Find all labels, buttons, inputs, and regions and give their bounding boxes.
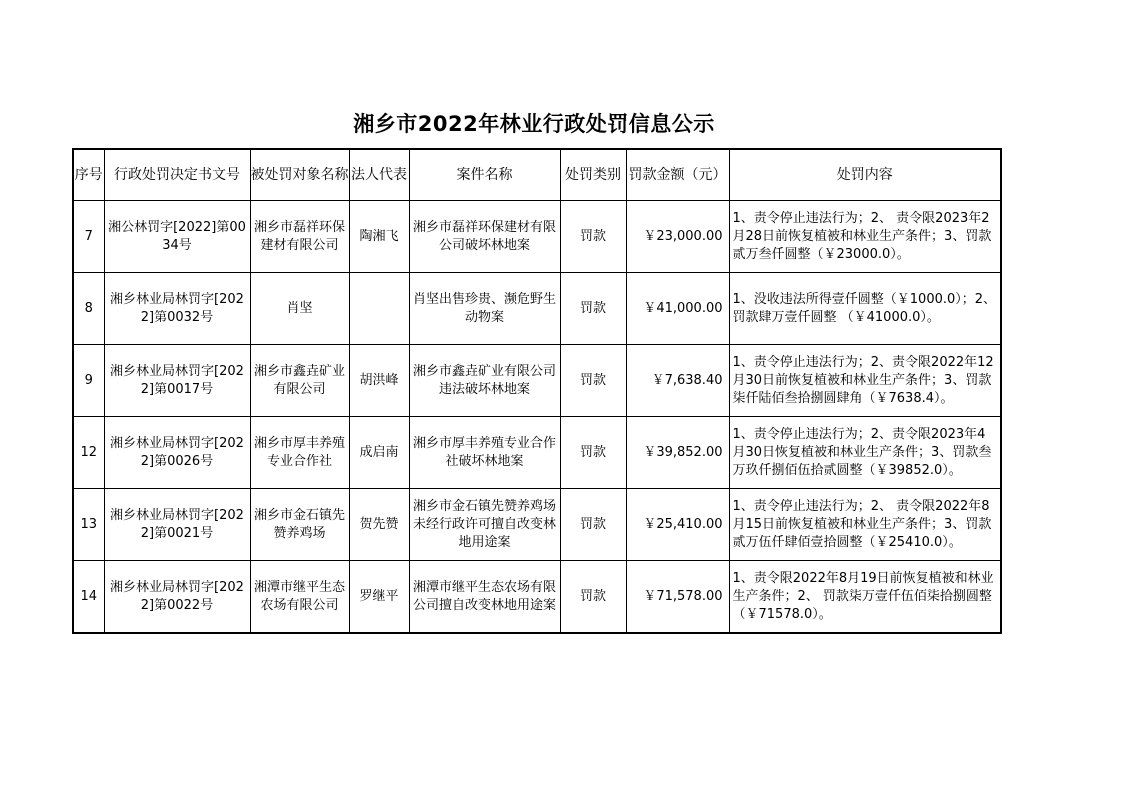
cell-content: 1、没收违法所得壹仟圆整（￥1000.0）；2、 罚款肆万壹仟圆整 （￥41000.0）。: [729, 273, 1001, 345]
cell-content: 1、责令限2022年8月19日前恢复植被和林业生产条件；2、 罚款柒万壹仟伍佰柒拾捌圆整（￥71578.0）。: [729, 561, 1001, 634]
cell-doc: 湘公林罚字[2022]第0034号: [104, 201, 250, 273]
cell-content: 1、责令停止违法行为；2、责令限2022年12月30日前恢复植被和林业生产条件；3、罚款柒仟陆佰叁拾捌圆肆角（￥7638.4）。: [729, 345, 1001, 417]
header-case: 案件名称: [409, 149, 560, 201]
cell-doc: 湘乡林业局林罚字[2022]第0017号: [104, 345, 250, 417]
cell-no: 13: [73, 489, 104, 561]
cell-content: 1、责令停止违法行为；2、 责令限2023年2月28日前恢复植被和林业生产条件；3、罚款贰万叁仟圆整（￥23000.0）。: [729, 201, 1001, 273]
table-row: [73, 417, 1001, 489]
header-rep: 法人代表: [349, 149, 409, 201]
table-row: [73, 201, 1001, 273]
cell-type: 罚款: [560, 489, 626, 561]
cell-amount: ￥23,000.00: [626, 201, 729, 273]
cell-case: 湘乡市金石镇先赞养鸡场未经行政许可擅自改变林地用途案: [409, 489, 560, 561]
cell-target: 湘乡市厚丰养殖专业合作社: [250, 417, 349, 489]
header-type: 处罚类别: [560, 149, 626, 201]
cell-target: 湘乡市鑫垚矿业有限公司: [250, 345, 349, 417]
cell-no: 8: [73, 273, 104, 345]
cell-amount: ￥41,000.00: [626, 273, 729, 345]
header-content: 处罚内容: [729, 149, 1001, 201]
cell-doc: 湘乡林业局林罚字[2022]第0026号: [104, 417, 250, 489]
cell-target: 肖坚: [250, 273, 349, 345]
cell-type: 罚款: [560, 561, 626, 634]
cell-rep: [349, 273, 409, 345]
cell-rep: 罗继平: [349, 561, 409, 634]
cell-case: 湘潭市继平生态农场有限公司擅自改变林地用途案: [409, 561, 560, 634]
penalty-table: [72, 148, 1002, 634]
cell-target: 湘乡市磊祥环保建材有限公司: [250, 201, 349, 273]
cell-doc: 湘乡林业局林罚字[2022]第0021号: [104, 489, 250, 561]
cell-case: 肖坚出售珍贵、濒危野生动物案: [409, 273, 560, 345]
header-amount: 罚款金额（元）: [626, 149, 729, 201]
table-row: [73, 489, 1001, 561]
cell-target: 湘乡市金石镇先赞养鸡场: [250, 489, 349, 561]
table-row: [73, 561, 1001, 634]
cell-type: 罚款: [560, 273, 626, 345]
cell-target: 湘潭市继平生态农场有限公司: [250, 561, 349, 634]
cell-rep: 贺先赞: [349, 489, 409, 561]
cell-rep: 胡洪峰: [349, 345, 409, 417]
cell-type: 罚款: [560, 417, 626, 489]
header-no: 序号: [73, 149, 104, 201]
cell-case: 湘乡市鑫垚矿业有限公司违法破坏林地案: [409, 345, 560, 417]
cell-doc: 湘乡林业局林罚字[2022]第0022号: [104, 561, 250, 634]
cell-no: 7: [73, 201, 104, 273]
page-title: 湘乡市2022年林业行政处罚信息公示: [353, 112, 715, 136]
cell-rep: 成启南: [349, 417, 409, 489]
cell-type: 罚款: [560, 201, 626, 273]
cell-type: 罚款: [560, 345, 626, 417]
cell-no: 9: [73, 345, 104, 417]
cell-amount: ￥7,638.40: [626, 345, 729, 417]
cell-rep: 陶湘飞: [349, 201, 409, 273]
cell-no: 14: [73, 561, 104, 634]
cell-content: 1、责令停止违法行为；2、责令限2023年4月30日恢复植被和林业生产条件；3、罚款叁万玖仟捌佰伍拾贰圆整（￥39852.0）。: [729, 417, 1001, 489]
header-target: 被处罚对象名称: [250, 149, 349, 201]
header-doc: 行政处罚决定书文号: [104, 149, 250, 201]
cell-content: 1、责令停止违法行为；2、 责令限2022年8月15日前恢复植被和林业生产条件；3、罚款贰万伍仟肆佰壹拾圆整（￥25410.0）。: [729, 489, 1001, 561]
cell-case: 湘乡市磊祥环保建材有限公司破坏林地案: [409, 201, 560, 273]
cell-amount: ￥71,578.00: [626, 561, 729, 634]
table-row: [73, 273, 1001, 345]
cell-amount: ￥39,852.00: [626, 417, 729, 489]
cell-doc: 湘乡林业局林罚字[2022]第0032号: [104, 273, 250, 345]
cell-no: 12: [73, 417, 104, 489]
table-row: [73, 345, 1001, 417]
cell-amount: ￥25,410.00: [626, 489, 729, 561]
cell-case: 湘乡市厚丰养殖专业合作社破坏林地案: [409, 417, 560, 489]
header-row: [73, 149, 1001, 201]
